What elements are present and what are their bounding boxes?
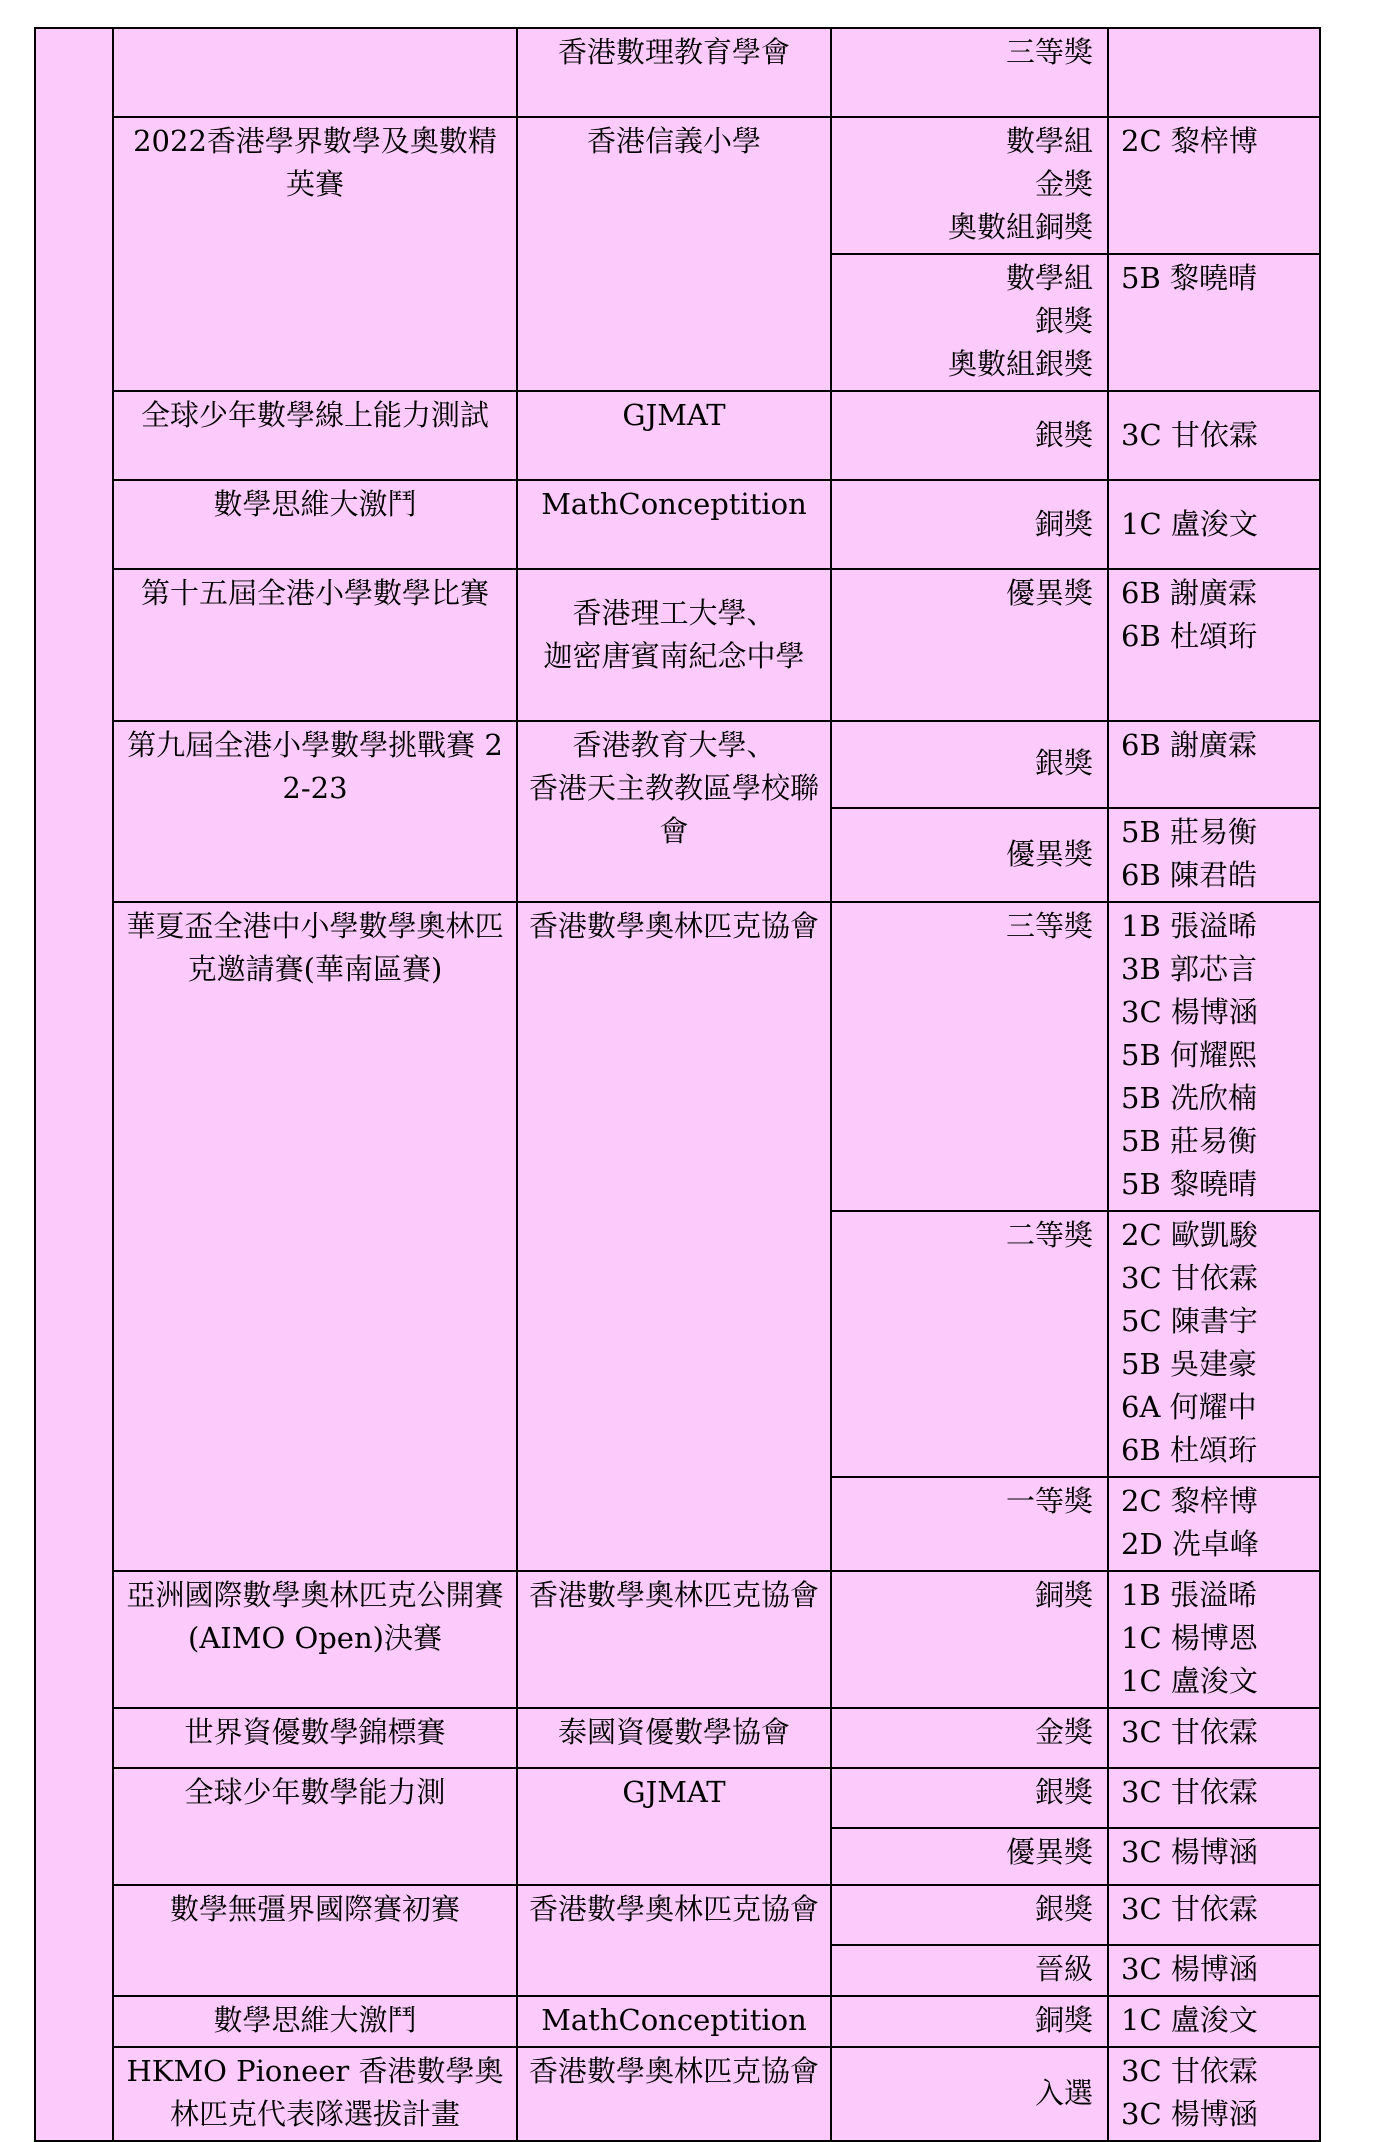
winners: 3C 甘依霖 <box>1108 1768 1320 1828</box>
organizer: 香港信義小學 <box>517 117 831 391</box>
award: 一等獎 <box>831 1477 1108 1571</box>
winners: 3C 甘依霖 <box>1108 391 1320 480</box>
organizer: 香港理工大學、 迦密唐賓南紀念中學 <box>517 569 831 721</box>
table-row <box>35 1571 1320 1708</box>
table-row <box>35 721 1320 808</box>
winners: 6B 謝廣霖 6B 杜頌珩 <box>1108 569 1320 721</box>
award: 銀獎 <box>831 1768 1108 1828</box>
competition-name: 第十五屆全港小學數學比賽 <box>113 569 517 721</box>
winners: 3C 楊博涵 <box>1108 1945 1320 1996</box>
award: 銅獎 <box>831 480 1108 569</box>
winners: 3C 甘依霖 3C 楊博涵 <box>1108 2047 1320 2141</box>
competition-name: 第九屆全港小學數學挑戰賽 22-23 <box>113 721 517 902</box>
table-row <box>35 1768 1320 1828</box>
competition-name: 全球少年數學線上能力測試 <box>113 391 517 480</box>
organizer: GJMAT <box>517 391 831 480</box>
table-row <box>35 480 1320 569</box>
award: 優異獎 <box>831 808 1108 902</box>
competition-name: 亞洲國際數學奧林匹克公開賽(AIMO Open)決賽 <box>113 1571 517 1708</box>
winners: 5B 黎曉晴 <box>1108 254 1320 391</box>
award: 銀獎 <box>831 391 1108 480</box>
table-row <box>35 1708 1320 1768</box>
winners: 3C 甘依霖 <box>1108 1885 1320 1945</box>
award: 二等獎 <box>831 1211 1108 1477</box>
competition-name: 2022香港學界數學及奧數精英賽 <box>113 117 517 391</box>
category-column-cell <box>35 28 113 2141</box>
competition-name: 全球少年數學能力測 <box>113 1768 517 1885</box>
winners <box>1108 28 1320 117</box>
awards-table <box>34 27 1321 2142</box>
winners: 3C 甘依霖 <box>1108 1708 1320 1768</box>
award: 入選 <box>831 2047 1108 2141</box>
competition-name: 數學思維大激鬥 <box>113 480 517 569</box>
award: 三等獎 <box>831 902 1108 1211</box>
award: 晉級 <box>831 1945 1108 1996</box>
organizer: 香港數理教育學會 <box>517 28 831 117</box>
award: 銅獎 <box>831 1571 1108 1708</box>
award: 銀獎 <box>831 1885 1108 1945</box>
table-row <box>35 2047 1320 2141</box>
table-row <box>35 1885 1320 1945</box>
organizer: MathConceptition <box>517 480 831 569</box>
organizer: 香港數學奧林匹克協會 <box>517 1571 831 1708</box>
award: 銀獎 <box>831 721 1108 808</box>
winners: 2C 歐凱駿 3C 甘依霖 5C 陳書宇 5B 吳建豪 6A 何耀中 6B 杜頌珩 <box>1108 1211 1320 1477</box>
table-row <box>35 117 1320 254</box>
award: 優異獎 <box>831 1828 1108 1885</box>
winners: 2C 黎梓博 2D 冼卓峰 <box>1108 1477 1320 1571</box>
award: 金獎 <box>831 1708 1108 1768</box>
award: 銅獎 <box>831 1996 1108 2047</box>
winners: 3C 楊博涵 <box>1108 1828 1320 1885</box>
winners: 1C 盧浚文 <box>1108 480 1320 569</box>
winners: 6B 謝廣霖 <box>1108 721 1320 808</box>
table-row <box>35 902 1320 1211</box>
organizer: 香港數學奧林匹克協會 <box>517 902 831 1571</box>
table-row <box>35 569 1320 721</box>
competition-name: 數學思維大激鬥 <box>113 1996 517 2047</box>
competition-name: 世界資優數學錦標賽 <box>113 1708 517 1768</box>
organizer: 泰國資優數學協會 <box>517 1708 831 1768</box>
competition-name <box>113 28 517 117</box>
competition-name: 數學無彊界國際賽初賽 <box>113 1885 517 1996</box>
organizer: MathConceptition <box>517 1996 831 2047</box>
organizer: 香港數學奧林匹克協會 <box>517 2047 831 2141</box>
competition-name: 華夏盃全港中小學數學奧林匹克邀請賽(華南區賽) <box>113 902 517 1571</box>
table-row <box>35 28 1320 117</box>
winners: 1B 張溢晞 3B 郭芯言 3C 楊博涵 5B 何耀熙 5B 冼欣楠 5B 莊易衡 5B 黎曉晴 <box>1108 902 1320 1211</box>
winners: 5B 莊易衡 6B 陳君皓 <box>1108 808 1320 902</box>
winners: 1C 盧浚文 <box>1108 1996 1320 2047</box>
award: 優異獎 <box>831 569 1108 721</box>
table-row <box>35 1996 1320 2047</box>
table-row <box>35 391 1320 480</box>
organizer: GJMAT <box>517 1768 831 1885</box>
award: 數學組 金獎 奧數組銅獎 <box>831 117 1108 254</box>
award: 三等獎 <box>831 28 1108 117</box>
award: 數學組 銀獎 奧數組銀獎 <box>831 254 1108 391</box>
winners: 1B 張溢晞 1C 楊博恩 1C 盧浚文 <box>1108 1571 1320 1708</box>
winners: 2C 黎梓博 <box>1108 117 1320 254</box>
organizer: 香港教育大學、 香港天主教教區學校聯會 <box>517 721 831 902</box>
competition-name: HKMO Pioneer 香港數學奧林匹克代表隊選拔計畫 <box>113 2047 517 2141</box>
organizer: 香港數學奧林匹克協會 <box>517 1885 831 1996</box>
